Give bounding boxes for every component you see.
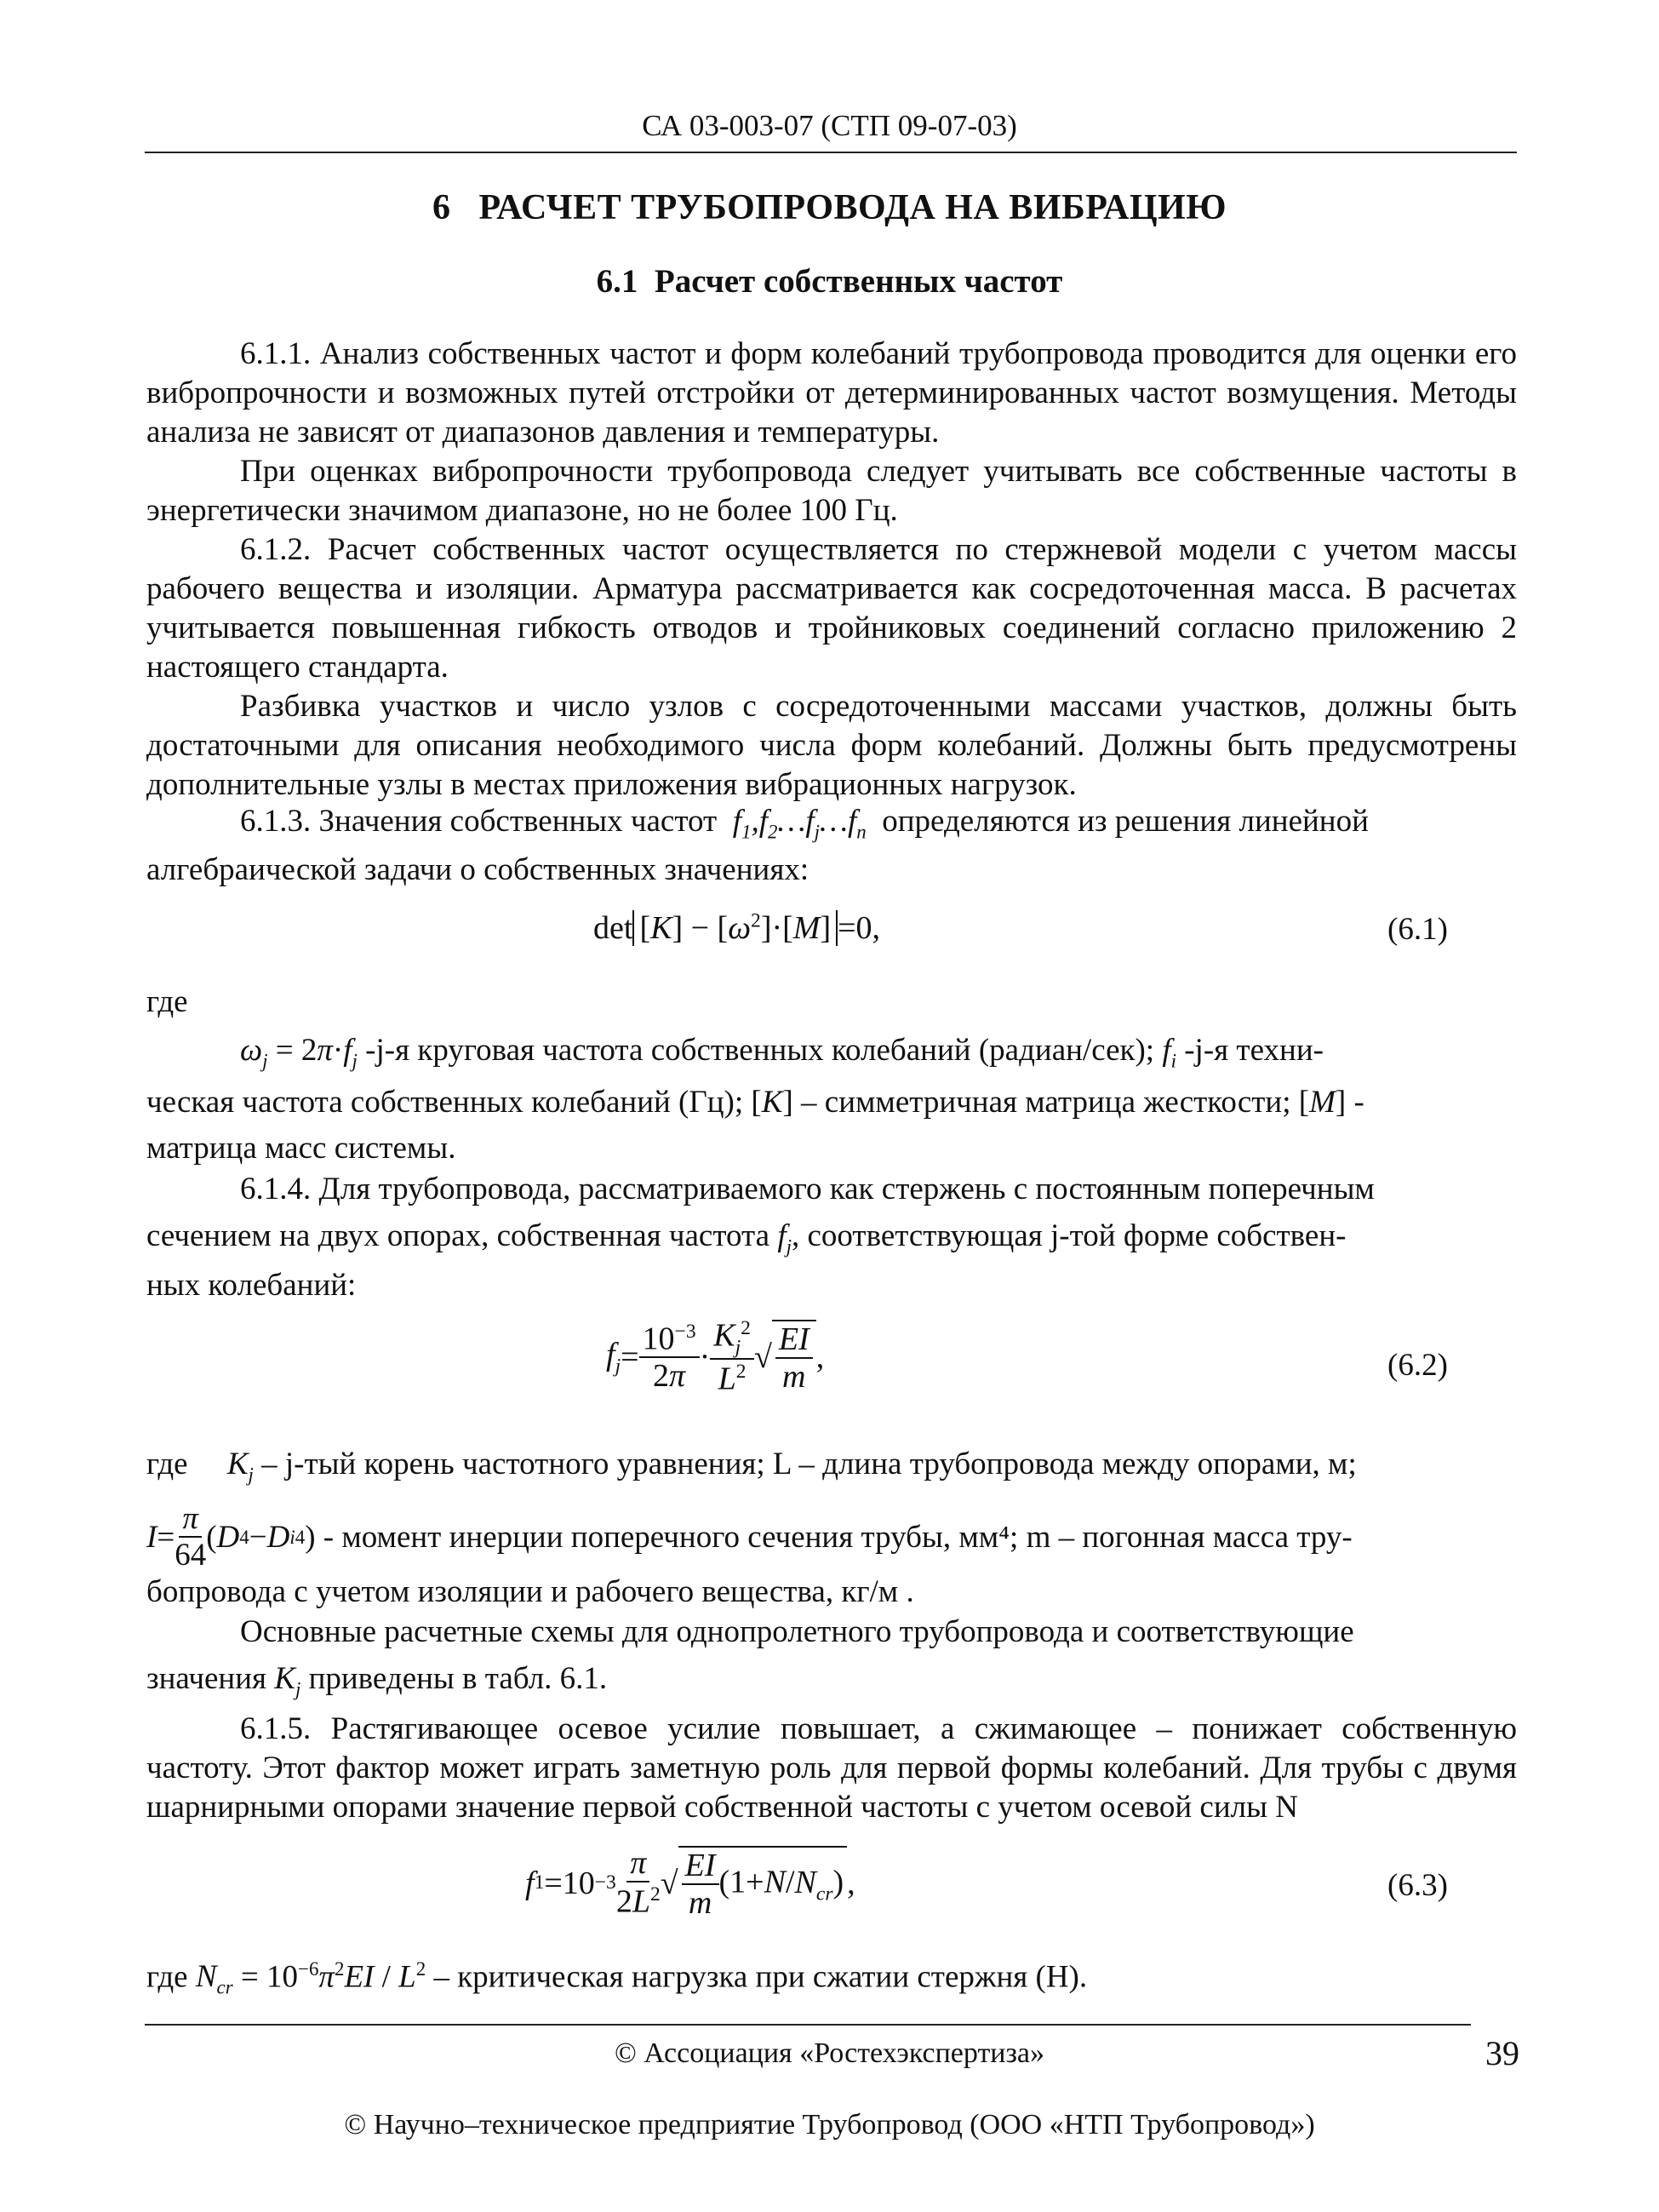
definition-omega-line2: ческая частота собственных колебаний (Гц); [K] – симметричная матрица жесткости; [M] - xyxy=(146,1085,1364,1120)
definition-omega-line1: $\omega_j = 2\pi\cdot f_j$ -j-я круговая частота собственных колебаний (радиан/сек); $f_i$ -j-я техни- xyxy=(240,1033,1324,1072)
footer-company: © Научно–техническое предприятие Трубопровод (ООО «НТП Трубопровод») xyxy=(344,2109,1315,2140)
definition-i-line: I = $\frac{\pi}{64}$ ( D 4 − D i 4 ) - момент инерции поперечного сечения трубы, мм⁴; m – погонная масса тру- xyxy=(146,1501,1353,1573)
equation-6-1: $\det [K] - [\omega^2]\cdot[M] =0$, xyxy=(593,909,881,946)
paragraph-6-1-1: 6.1.1. Анализ собственных частот и форм колебаний трубопровода проводится для оценки его вибропрочности и возможных путей отстройки от детерминированных частот возмущения. Методы анализа не зависят от диапазонов давления и температуры. xyxy=(146,336,1517,450)
paragraph-6-1-4-line2: сечением на двух опорах, собственная частота $f_j$, соответствующая j-той форме собствен- xyxy=(146,1218,1347,1258)
paragraph-6-1-5: 6.1.5. Растягивающее осевое усилие повышает, а сжимающее – понижает собственную частоту. Этот фактор может играть заметную роль для первой формы колебаний. Для трубы с двумя шарнирными опорами значение первой собственной частоты с учетом осевой силы N xyxy=(146,1711,1517,1825)
paragraph-6-1-4-line1: 6.1.4. Для трубопровода, рассматриваемого как стержень с постоянным поперечным xyxy=(240,1172,1375,1206)
definition-k-line: где $K_j - j-тый$ корень частотного уравнения; L – длина трубопровода между опорами, м; xyxy=(146,1447,1357,1486)
document-code-header: СА 03-003-07 (СТП 09-07-03) xyxy=(642,109,1017,142)
equation-6-2: $f_j$ = $\frac{10^{-3}}{2\pi}$ · $\frac{K_j^2}{L^2}$ √ $\frac{EI}{m}$ , xyxy=(606,1317,825,1397)
footer-rule xyxy=(145,2024,1471,2026)
definition-ncr-line: где $N_{cr} = 10^{-6}\pi^2EI / L^2$ – критическая нагрузка при сжатии стержня (Н). xyxy=(146,1958,1088,1998)
paragraph-6-1-3-line1: 6.1.3. Значения собственных частот $f_1,f_2\dots f_j\dots f_n$ определяются из решения линейной xyxy=(240,804,1369,843)
paragraph-6-1-2-cont: Разбивка участков и число узлов с сосредоточенными массами участков, должны быть достаточными для описания необходимого числа форм колебаний. Должны быть предусмотрены дополнительные узлы в местах приложения вибрационных нагрузок. xyxy=(146,689,1517,802)
footer-association: © Ассоциация «Ростехэкспертиза» xyxy=(614,2037,1045,2069)
definition-omega-line3: матрица масс системы. xyxy=(146,1131,456,1166)
equation-number-6-1: (6.1) xyxy=(1387,912,1448,947)
subsection-number: 6.1 xyxy=(596,263,638,300)
frequencies-symbols: $f_1,f_2\dots f_j\dots f_n$ xyxy=(732,804,867,843)
page-number: 39 xyxy=(1485,2034,1519,2072)
paragraph-6-1-3-line2: алгебраической задачи о собственных значениях: xyxy=(146,852,809,887)
subsection-title: Расчет собственных частот xyxy=(654,263,1063,300)
where-label-1: где xyxy=(146,984,188,1019)
paragraph-6-1-4-line3: ных колебаний: xyxy=(146,1268,357,1303)
section-title: РАСЧЕТ ТРУБОПРОВОДА НА ВИБРАЦИЮ xyxy=(478,188,1227,227)
section-heading xyxy=(0,187,1659,228)
equation-number-6-3: (6.3) xyxy=(1387,1868,1448,1903)
subsection-heading xyxy=(0,262,1659,301)
schemes-line1: Основные расчетные схемы для однопролетного трубопровода и соответствующие xyxy=(240,1614,1354,1649)
paragraph-6-1-2: 6.1.2. Расчет собственных частот осуществляется по стержневой модели с учетом массы рабочего вещества и изоляции. Арматура рассматривается как сосредоточенная масса. В расчетах учитывается повышенная гибкость отводов и тройниковых соединений согласно приложению 2 настоящего стандарта. xyxy=(146,532,1517,685)
schemes-line2: значения $K_j$ приведены в табл. 6.1. xyxy=(146,1661,608,1700)
definition-i-line2: бопровода с учетом изоляции и рабочего вещества, кг/м . xyxy=(146,1574,914,1609)
header-rule xyxy=(145,152,1517,153)
equation-number-6-2: (6.2) xyxy=(1387,1348,1448,1383)
equation-6-3: f 1 =10 −3 $\frac{\pi}{2L^2}$ √ $\frac{EI}{m}$ $(1+N/N_{cr})$ , xyxy=(525,1845,855,1921)
section-number: 6 xyxy=(432,188,451,227)
paragraph-6-1-1-cont: При оценках вибропрочности трубопровода следует учитывать все собственные частоты в энергетически значимом диапазоне, но не более 100 Гц. xyxy=(146,454,1517,528)
